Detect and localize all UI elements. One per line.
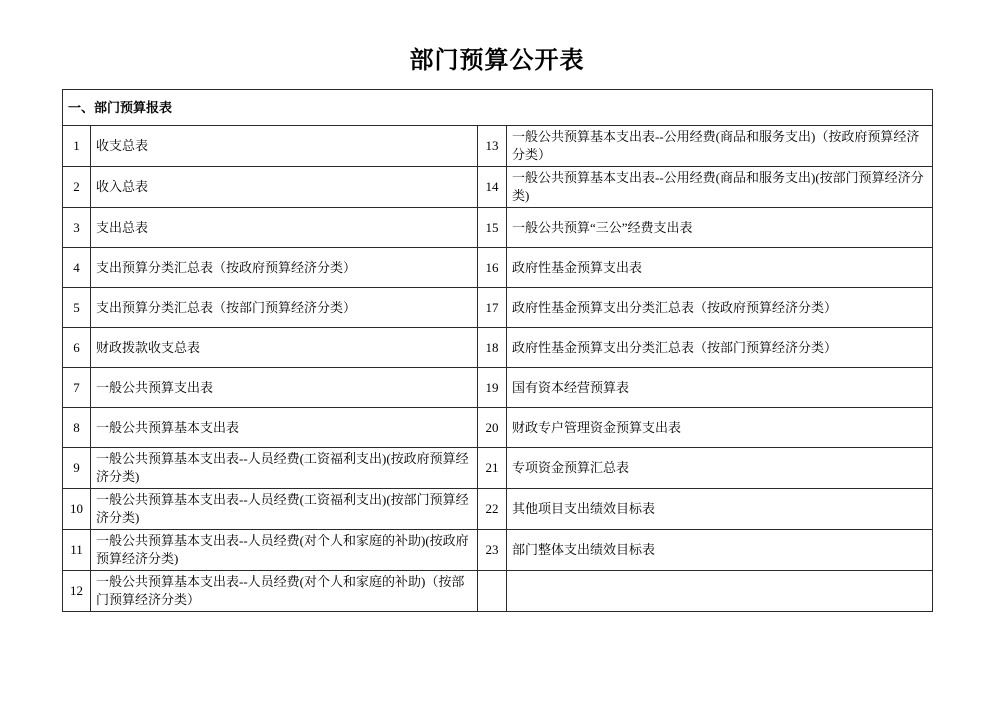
row-number-cell: 5 bbox=[63, 288, 91, 328]
report-title-cell: 财政专户管理资金预算支出表 bbox=[507, 408, 933, 448]
report-title-cell bbox=[507, 571, 933, 612]
table-row bbox=[63, 126, 933, 167]
report-title-cell: 专项资金预算汇总表 bbox=[507, 448, 933, 489]
report-title-cell: 国有资本经营预算表 bbox=[507, 368, 933, 408]
table-row bbox=[63, 167, 933, 208]
row-number-cell: 9 bbox=[63, 448, 91, 489]
report-title-cell: 政府性基金预算支出表 bbox=[507, 248, 933, 288]
report-title-cell: 收支总表 bbox=[91, 126, 478, 167]
table-row bbox=[63, 208, 933, 248]
table-row bbox=[63, 288, 933, 328]
table-row bbox=[63, 248, 933, 288]
report-title-cell: 收入总表 bbox=[91, 167, 478, 208]
report-title-cell: 支出预算分类汇总表（按部门预算经济分类） bbox=[91, 288, 478, 328]
report-title-cell: 一般公共预算基本支出表--人员经费(工资福利支出)(按政府预算经济分类) bbox=[91, 448, 478, 489]
report-title-cell: 一般公共预算支出表 bbox=[91, 368, 478, 408]
table-row bbox=[63, 408, 933, 448]
row-number-cell: 14 bbox=[478, 167, 507, 208]
report-title-cell: 财政拨款收支总表 bbox=[91, 328, 478, 368]
report-title-cell: 支出预算分类汇总表（按政府预算经济分类） bbox=[91, 248, 478, 288]
row-number-cell: 1 bbox=[63, 126, 91, 167]
row-number-cell: 22 bbox=[478, 489, 507, 530]
report-title-cell: 一般公共预算“三公”经费支出表 bbox=[507, 208, 933, 248]
row-number-cell: 7 bbox=[63, 368, 91, 408]
table-row bbox=[63, 448, 933, 489]
report-title-cell: 政府性基金预算支出分类汇总表（按政府预算经济分类） bbox=[507, 288, 933, 328]
report-title-cell: 一般公共预算基本支出表--公用经费(商品和服务支出)（按政府预算经济分类） bbox=[507, 126, 933, 167]
doc-title: 部门预算公开表 bbox=[409, 48, 585, 74]
row-number-cell: 12 bbox=[63, 571, 91, 612]
row-number-cell: 4 bbox=[63, 248, 91, 288]
row-number-cell: 3 bbox=[63, 208, 91, 248]
row-number-cell: 10 bbox=[63, 489, 91, 530]
report-title-cell: 一般公共预算基本支出表 bbox=[91, 408, 478, 448]
report-title-cell: 其他项目支出绩效目标表 bbox=[507, 489, 933, 530]
row-number-cell: 11 bbox=[63, 530, 91, 571]
row-number-cell: 2 bbox=[63, 167, 91, 208]
section-header: 一、部门预算报表 bbox=[63, 90, 933, 126]
row-number-cell: 19 bbox=[478, 368, 507, 408]
table-row bbox=[63, 368, 933, 408]
row-number-cell: 16 bbox=[478, 248, 507, 288]
report-title-cell: 部门整体支出绩效目标表 bbox=[507, 530, 933, 571]
report-title-cell: 政府性基金预算支出分类汇总表（按部门预算经济分类） bbox=[507, 328, 933, 368]
table-row bbox=[63, 530, 933, 571]
report-title-cell: 一般公共预算基本支出表--人员经费(工资福利支出)(按部门预算经济分类) bbox=[91, 489, 478, 530]
budget-tables-index bbox=[62, 89, 933, 612]
row-number-cell: 20 bbox=[478, 408, 507, 448]
row-number-cell: 6 bbox=[63, 328, 91, 368]
table-row bbox=[63, 489, 933, 530]
row-number-cell: 23 bbox=[478, 530, 507, 571]
row-number-cell: 13 bbox=[478, 126, 507, 167]
table-row bbox=[63, 328, 933, 368]
report-title-cell: 一般公共预算基本支出表--人员经费(对个人和家庭的补助)(按政府预算经济分类) bbox=[91, 530, 478, 571]
row-number-cell: 15 bbox=[478, 208, 507, 248]
report-title-cell: 一般公共预算基本支出表--公用经费(商品和服务支出)(按部门预算经济分类) bbox=[507, 167, 933, 208]
row-number-cell: 17 bbox=[478, 288, 507, 328]
row-number-cell: 21 bbox=[478, 448, 507, 489]
report-title-cell: 支出总表 bbox=[91, 208, 478, 248]
table-row bbox=[63, 571, 933, 612]
report-title-cell: 一般公共预算基本支出表--人员经费(对个人和家庭的补助)（按部门预算经济分类） bbox=[91, 571, 478, 612]
row-number-cell: 8 bbox=[63, 408, 91, 448]
section-header-row bbox=[63, 90, 933, 126]
row-number-cell: 18 bbox=[478, 328, 507, 368]
row-number-cell bbox=[478, 571, 507, 612]
